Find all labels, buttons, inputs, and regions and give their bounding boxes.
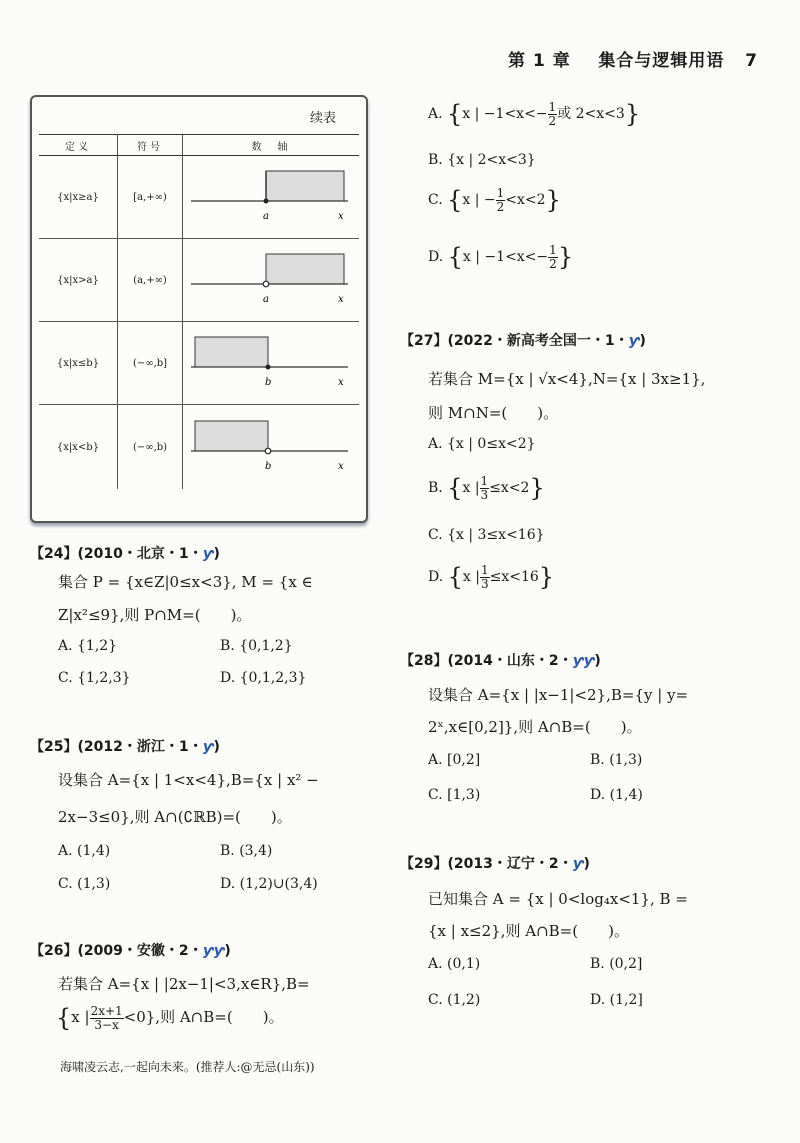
page-header [508,46,758,71]
row-definition: {x|x≤b} [39,322,118,405]
q27-option-d: D. {x | $\frac{1}{3}$ ≤x<16} [428,562,555,591]
number-line-lt-b [183,417,359,477]
continued-label: 续表 [309,111,336,126]
q29-option-d: D. (1,2] [590,992,643,1008]
row-symbol: (−∞,b] [118,322,183,405]
q27-line2: 则 M∩N=( )。 [428,404,559,422]
table-row [39,156,359,239]
q27-option-b: B. {x | $\frac{1}{3}$ ≤x<2} [428,473,545,502]
row-symbol: [a,+∞) [118,156,183,239]
q29-heading: 【29】(2013・辽宁・2・ƴ) [400,856,590,872]
q25-option-b: B. (3,4) [220,843,273,859]
q24-option-b: B. {0,1,2} [220,638,293,654]
q23-option-c: C. {x | − $\frac{1}{2}$ <x<2} [428,185,561,214]
page-number: 7 [745,51,758,71]
q28-heading: 【28】(2014・山东・2・ƴƴ) [400,653,601,669]
q25-heading: 【25】(2012・浙江・1・ƴ) [30,739,220,755]
q23-option-d: D. {x | −1<x<− $\frac{1}{2}$ } [428,242,574,271]
q27-option-a: A. {x | 0≤x<2} [428,436,536,452]
q27-option-c: C. {x | 3≤x<16} [428,527,545,543]
row-number-line [183,239,360,322]
point-label: b [265,377,272,388]
row-symbol: (−∞,b) [118,405,183,490]
row-definition: {x|x<b} [39,405,118,490]
q24-heading: 【24】(2010・北京・1・ƴ) [30,546,220,562]
footer-note: 海啸凌云志,一起向未来。(推荐人:@无忌(山东)) [60,1060,315,1074]
axis-label: x [338,461,344,472]
col-number-line: 数 轴 [183,135,360,156]
axis-label: x [338,377,344,388]
q29-option-c: C. (1,2) [428,992,481,1008]
axis-label: x [338,211,344,222]
q29-line2: {x | x≤2},则 A∩B=( )。 [428,922,629,940]
q25-line2: 2x−3≤0},则 A∩(∁ℝB)=( )。 [58,808,292,826]
table-row [39,239,359,322]
point-label: a [263,294,269,305]
q24-line2: Z|x²≤9},则 P∩M=( )。 [58,606,252,624]
point-label: a [263,211,269,222]
table-row [39,322,359,405]
q24-option-a: A. {1,2} [58,638,118,654]
table-row [39,405,359,490]
chapter-title: 集合与逻辑用语 [598,51,725,71]
q29-option-a: A. (0,1) [428,956,481,972]
q28-option-b: B. (1,3) [590,752,643,768]
q24-option-d: D. {0,1,2,3} [220,670,307,686]
row-number-line [183,156,360,239]
q26-line1: 若集合 A={x | |2x−1|<3,x∈R},B= [58,975,310,993]
q24-line1: 集合 P = {x∈Z|0≤x<3}, M = {x ∈ [58,573,313,591]
point-label: b [265,461,272,472]
number-line-ge-a [183,167,359,227]
q29-line1: 已知集合 A = {x | 0<log₄x<1}, B = [428,890,688,908]
q28-line2: 2ˣ,x∈[0,2]},则 A∩B=( )。 [428,718,642,736]
q24-option-c: C. {1,2,3} [58,670,131,686]
q28-line1: 设集合 A={x | |x−1|<2},B={y | y= [428,686,689,704]
number-line-le-b [183,333,359,393]
axis-label: x [338,294,344,305]
q25-option-d: D. (1,2)∪(3,4) [220,876,318,892]
chapter-label: 第 1 章 [508,51,571,71]
col-symbol: 符号 [118,135,183,156]
col-definition: 定义 [39,135,118,156]
q28-option-c: C. [1,3) [428,787,481,803]
q28-option-d: D. (1,4) [590,787,643,803]
q23-option-b: B. {x | 2<x<3} [428,152,536,168]
number-line-gt-a [183,250,359,310]
q23-option-a: A. {x | −1<x<− $\frac{1}{2}$ 或 2<x<3} [428,99,641,128]
number-line-table [30,95,368,523]
q29-option-b: B. (0,2] [590,956,643,972]
q27-heading: 【27】(2022・新高考全国一・1・ƴ) [400,333,646,349]
interval-table [39,134,359,489]
q28-option-a: A. [0,2] [428,752,481,768]
q26-line2: {x | $\frac{2x+1}{3-x}$ <0},则 A∩B=( )。 [56,1003,284,1032]
row-symbol: (a,+∞) [118,239,183,322]
row-definition: {x|x>a} [39,239,118,322]
row-definition: {x|x≥a} [39,156,118,239]
q25-option-c: C. (1,3) [58,876,111,892]
row-number-line [183,322,360,405]
q25-line1: 设集合 A={x | 1<x<4},B={x | x² − [58,771,319,789]
q25-option-a: A. (1,4) [58,843,111,859]
q27-line1: 若集合 M={x | √x<4},N={x | 3x≥1}, [428,370,706,388]
row-number-line [183,405,360,490]
q26-heading: 【26】(2009・安徽・2・ƴƴ) [30,943,231,959]
